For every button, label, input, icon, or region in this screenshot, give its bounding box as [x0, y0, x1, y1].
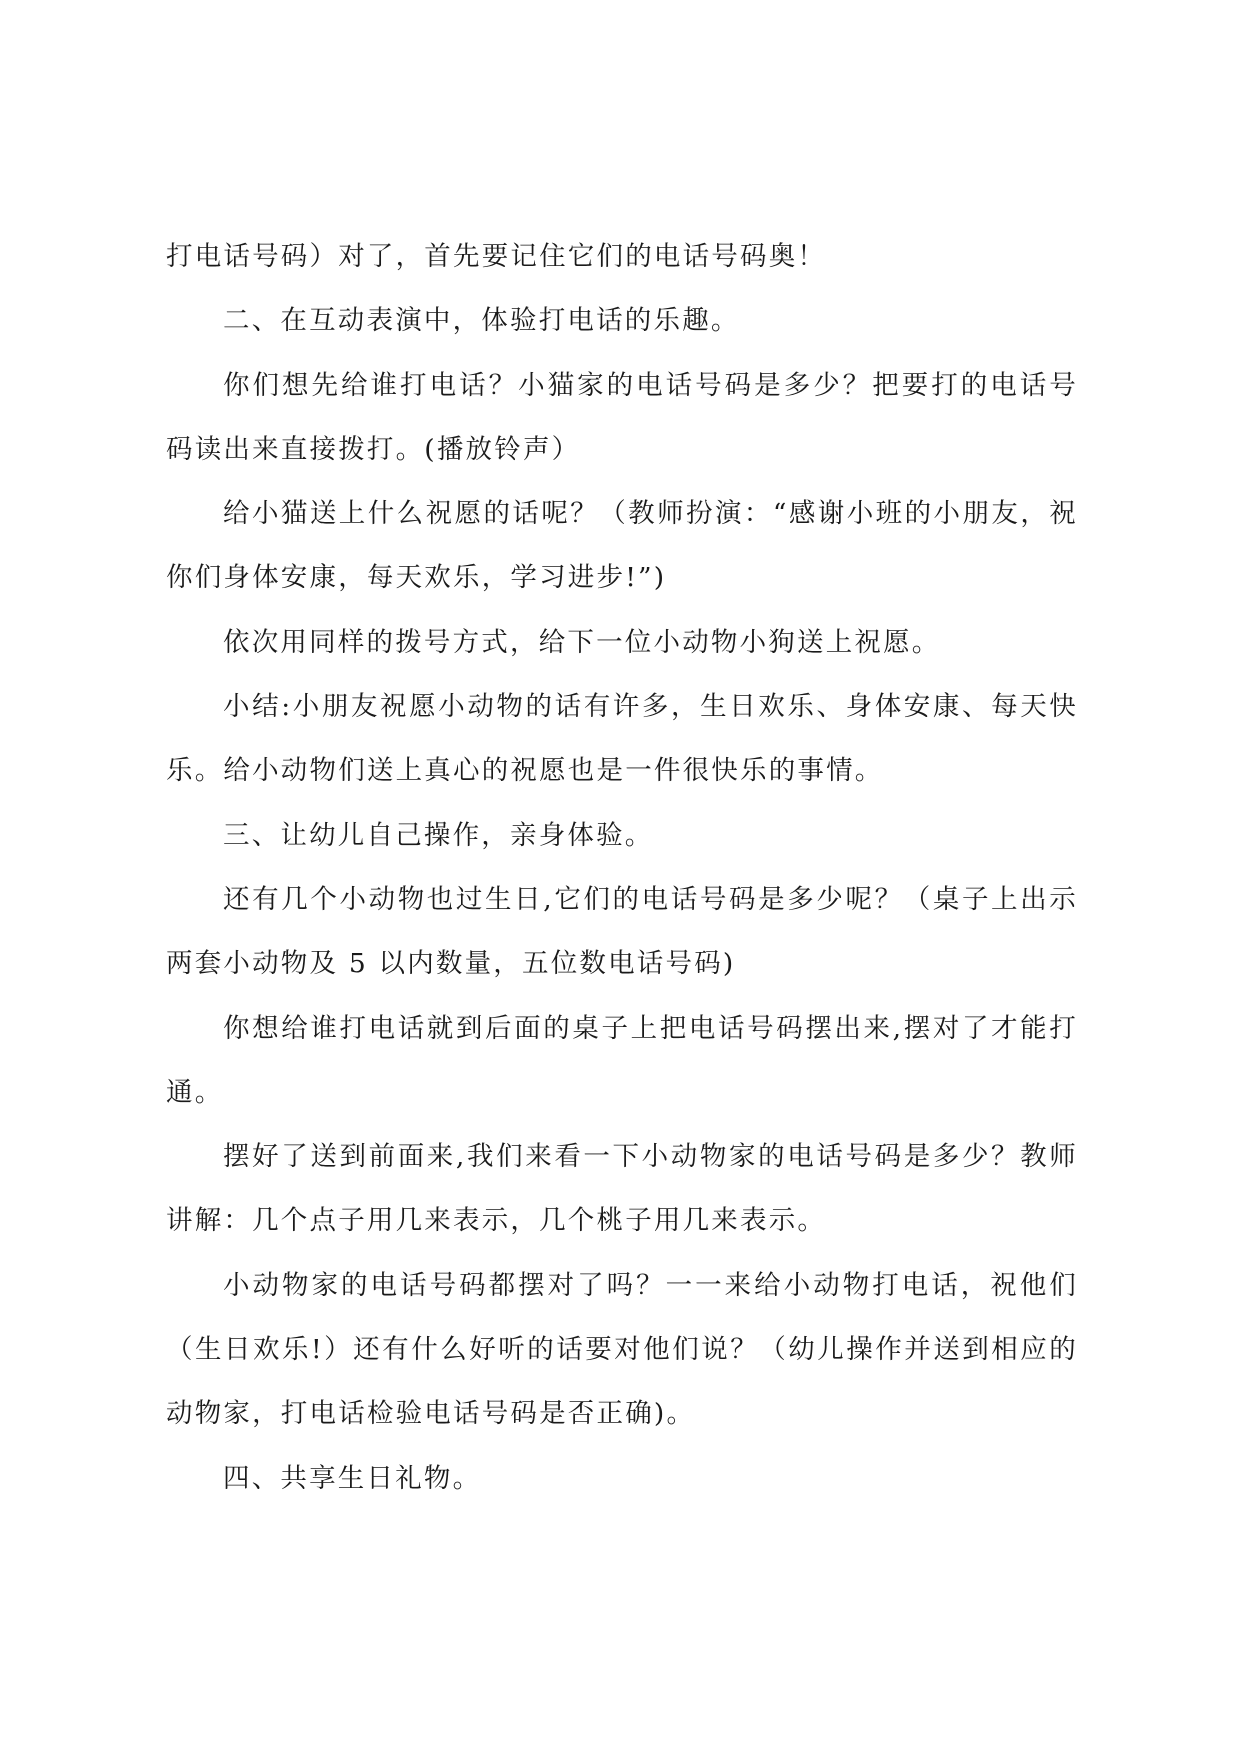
paragraph-5: 依次用同样的拨号方式，给下一位小动物小狗送上祝愿。	[223, 626, 941, 658]
paragraph-1: 打电话号码）对了，首先要记住它们的电话号码奥！	[166, 241, 827, 272]
paragraph-summary: 小结:小朋友祝愿小动物的话有许多，生日欢乐、身体安康、每天快乐。给小动物们送上真心的祝愿也是一件很快乐的事情。	[166, 691, 1078, 787]
document-body	[166, 225, 1078, 1511]
section-heading-4: 四、共享生日礼物。	[223, 1462, 482, 1494]
paragraph-3: 你们想先给谁打电话？小猫家的电话号码是多少？把要打的电话号码读出来直接拨打。(播放铃声）	[166, 369, 1078, 465]
section-heading-2: 二、在互动表演中，体验打电话的乐趣。	[223, 305, 740, 337]
paragraph-10: 摆好了送到前面来,我们来看一下小动物家的电话号码是多少？教师讲解：几个点子用几来表示，几个桃子用几来表示。	[166, 1141, 1078, 1237]
paragraph-11: 小动物家的电话号码都摆对了吗？一一来给小动物打电话，祝他们（生日欢乐!）还有什么好听的话要对他们说？（幼儿操作并送到相应的动物家，打电话检验电话号码是否正确)。	[166, 1269, 1078, 1430]
paragraph-4: 给小猫送上什么祝愿的话呢？（教师扮演：“感谢小班的小朋友，祝你们身体安康，每天欢乐，学习进步!”)	[166, 498, 1078, 594]
section-heading-3: 三、让幼儿自己操作，亲身体验。	[223, 819, 654, 851]
paragraph-9: 你想给谁打电话就到后面的桌子上把电话号码摆出来,摆对了才能打通。	[166, 1012, 1078, 1108]
paragraph-8: 还有几个小动物也过生日,它们的电话号码是多少呢？（桌子上出示两套小动物及 5 以内数量，五位数电话号码)	[166, 883, 1078, 980]
